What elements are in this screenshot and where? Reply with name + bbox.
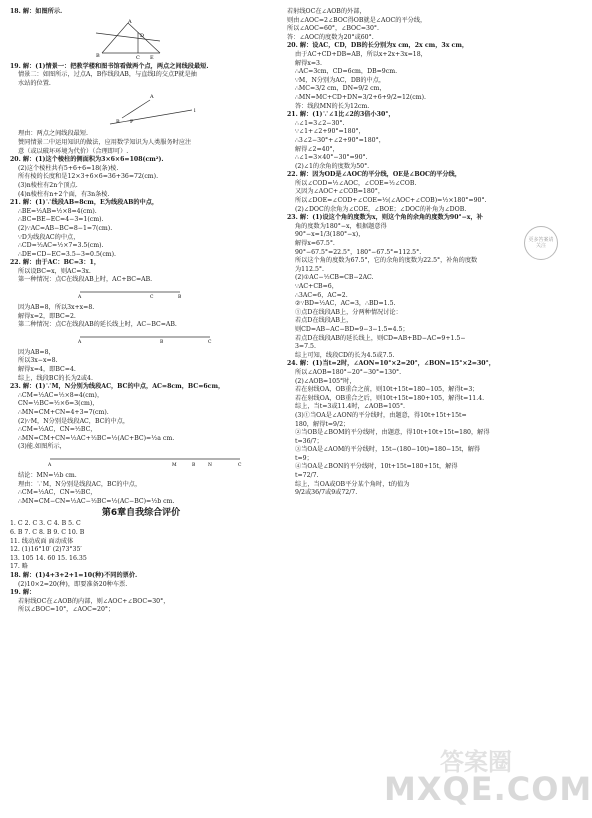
right-line-48: (3)①当OA是∠AON的平分线时，由题意，得10t+15t+15t= — [295, 411, 467, 419]
svg-text:D: D — [140, 32, 145, 39]
right-line-33: ∵AC+CB=6， — [295, 283, 338, 290]
q23-line-6: ∴CM=½AC，CN=½BC， — [18, 426, 97, 434]
right-line-25: 23. 解：(1)设这个角的度数为x，则这个角的余角的度数为90°−x，补 — [287, 214, 483, 222]
right-line-2: 则由∠AOC=2∠BOC得OB就是∠AOC的平分线， — [287, 16, 427, 24]
svg-text:B: B — [192, 462, 196, 468]
right-line-4: 答：∠AOC的度数为20°或60°. — [287, 33, 374, 41]
svg-text:A: A — [78, 339, 82, 345]
right-line-15: ∵∠1+∠2+90°=180°， — [295, 128, 365, 136]
right-line-28: 解得x=67.5°. — [295, 240, 335, 248]
right-line-53: t=9； — [295, 454, 313, 462]
right-line-43: 所以∠AOB=180°−20°−30°=130°. — [295, 368, 402, 376]
svg-text:B: B — [178, 295, 182, 301]
q23-line-7: ∴MN=CM+CN=½AC+½BC=½(AC+BC)=½a cm. — [18, 434, 175, 442]
q21-line-5: ∵D为线段AC的中点， — [18, 233, 80, 241]
right-line-1: 若射线OC在∠AOB的外部， — [287, 8, 366, 15]
q20-line-4: (3)n棱柱有2n个顶点. — [18, 181, 78, 189]
right-column — [287, 8, 549, 498]
right-line-30: 所以这个角的度数为67.5°，它的余角的度数为22.5°，补角的度数 — [295, 257, 478, 265]
right-line-34: ∴3AC=6，AC=2. — [295, 291, 348, 299]
q23-line-12: ∴MN=CM−CN=½AC−½BC=½(AC−BC)=½b cm. — [18, 497, 175, 505]
svg-text:l: l — [194, 108, 196, 115]
right-line-35: ②∵BD=½AC，AC=3，∴BD=1.5. — [295, 300, 396, 308]
q22-line-10: 综上，线段BC的长为2或4. — [18, 374, 93, 382]
answer-19-line-1: 19. 解： — [10, 589, 36, 597]
svg-text:C: C — [150, 295, 154, 301]
svg-text:M: M — [172, 462, 177, 468]
right-line-44: (2)∠AOB=105°时， — [295, 377, 356, 385]
q22-line-8: 所以3x−x=8. — [18, 357, 58, 365]
q19-line-4: 理由：两点之间线段最短. — [18, 130, 89, 138]
svg-text:A: A — [48, 462, 52, 468]
q19-line-2: 情景二：如图所示，过点A，B作线段AB，与直线l的交点P就是抽 — [18, 71, 197, 79]
q19-line-3: 水站的位置. — [18, 79, 51, 87]
right-line-8: ∴AC=3cm，CD=6cm，DB=9cm. — [295, 68, 398, 76]
svg-text:A: A — [128, 18, 132, 25]
q23-line-8: (3)能.如图所示， — [18, 443, 66, 451]
right-line-13: 21. 解：(1)∵∠1比∠2的3倍小30°， — [287, 111, 395, 119]
stamp-seal: 更多答案请关注 — [524, 226, 558, 260]
right-line-24: (2)∠DOC的余角为∠COE，∠BOE；∠DOC的补角为∠DOB. — [295, 205, 467, 213]
q23-line-9: 结论：MN=½b cm. — [18, 471, 77, 479]
right-line-40: 3=7.5. — [295, 343, 316, 351]
q19-line-1: 19. 解：(1)情景一：把教学楼和图书馆看做两个点，两点之间线段最短. — [10, 62, 209, 70]
right-line-42: 24. 解：(1)当t=2时，∠AON=10°×2=20°，∠BON=15°×2=30°， — [287, 360, 495, 368]
answer-11: 11. 线动成面 面动成体 — [10, 537, 74, 545]
right-line-22: 又因为∠AOC+∠COB=180°， — [295, 188, 385, 196]
q22-segment-figure-2 — [10, 333, 270, 343]
q22-line-6: 第二种情况：点C在线段AB的延长线上时，AC−BC=AB. — [18, 321, 177, 329]
q23-line-4: ∴MN=CM+CN=4+3=7(cm). — [18, 409, 109, 416]
svg-text:B: B — [116, 119, 120, 126]
q19-line-6: 意（或以破坏环境为代价）（合理即可）. — [18, 147, 129, 155]
q21-line-1: 21. 解：(1)∵线段AB=8cm，E为线段AB的中点， — [10, 199, 159, 207]
q22-line-1: 22. 解：由于AC：BC=3：1， — [10, 259, 101, 267]
right-line-18: ∴∠1=3×40°−30°=90°. — [295, 154, 368, 162]
q19-line-5: 赞同情景二中运用知识的做法，应用数学知识为人类服务时应注 — [18, 138, 192, 146]
right-line-3: 所以∠AOC=60°，∠BOC=30°. — [287, 25, 379, 33]
q21-line-6: ∴CD=½AC=½×7=3.5(cm). — [18, 242, 104, 250]
svg-text:B: B — [96, 52, 100, 59]
q23-line-10: 理由：∵M，N分别是线段AC，BC的中点， — [18, 480, 142, 488]
q20-line-5: (4)n棱柱有n+2个面，有3n条棱. — [18, 190, 110, 198]
section-title: 第6章自我综合评价 — [101, 508, 181, 519]
answer-18-line-2: (2)10×2=20(种)，即要准备20种车票. — [18, 580, 128, 588]
svg-text:C: C — [208, 339, 212, 345]
q20-line-2: (2)这个棱柱共有5+6+6=18(条)棱. — [18, 164, 119, 172]
right-line-50: ②当OB是∠BOM的平分线时，由题意，得10t+10t+15t=180，解得 — [295, 429, 490, 437]
right-line-57: 9/2或36/7或9或72/7. — [295, 489, 358, 497]
q23-line-3: CN=½BC=½×6=3(cm)， — [18, 400, 99, 408]
right-line-23: 所以∠DOE=∠COD+∠COE=½(∠AOC+∠COB)=½×180°=90°. — [295, 197, 487, 205]
q22-segment-figure-1 — [10, 288, 270, 301]
right-line-20: 22. 解：因为OD是∠AOC的平分线，OE是∠BOC的平分线， — [287, 171, 461, 179]
q20-line-1: 20. 解：(1)这个棱柱的侧面积为3×6×6=108(cm²). — [10, 156, 164, 164]
answers-row-2: 6. B 7. C 8. B 9. C 10. B — [10, 528, 85, 536]
right-line-41: 综上可知，线段CD的长为4.5或7.5. — [295, 351, 395, 359]
right-line-46: 若在射线OA，OB重合之后，则10t+15t=180+105，解得t=11.4. — [295, 394, 485, 402]
svg-text:C: C — [238, 462, 242, 468]
right-line-52: ③当OA是∠AOM的平分线时，15t−(180−10t)=180−15t，解得 — [295, 446, 481, 454]
right-line-55: t=72/7. — [295, 472, 319, 480]
q22-line-5: 解得x=2，即BC=2. — [18, 312, 76, 320]
right-line-14: ∴∠1=3∠2−30°. — [295, 119, 345, 127]
right-line-26: 角的度数为180°−x，根据题意得 — [295, 222, 387, 230]
right-line-51: t=36/7； — [295, 437, 323, 445]
right-line-54: ④当OA是∠BON的平分线时，10t+15t=180+15t，解得 — [295, 463, 458, 471]
right-line-56: 综上，当OA或OB平分某个角时，t的值为 — [295, 480, 410, 488]
watermark-text: MXQE.COM — [384, 770, 592, 808]
right-line-12: 答：线段MN的长为12cm. — [295, 102, 370, 110]
q22-line-9: 解得x=4，即BC=4. — [18, 366, 76, 374]
answer-17: 17. 略 — [10, 563, 28, 571]
right-line-9: ∵M，N分别为AC，DB的中点， — [295, 76, 386, 84]
right-line-17: 解得∠2=40°， — [295, 145, 339, 153]
answer-18-line-1: 18. 解：(1)4+3+2+1=10(种)不同的票价. — [10, 571, 138, 579]
right-line-19: (2)∠1的余角的度数为50°. — [295, 162, 370, 170]
right-line-21: 所以∠COD=½∠AOC，∠COE=½∠COB. — [295, 179, 417, 187]
right-line-6: 由于AC+CD+DB=AB，所以x+2x+3x=18， — [295, 50, 427, 58]
right-line-31: 为112.5°. — [295, 265, 324, 273]
q21-line-2: ∴BE=½AB=½×8=4(cm). — [18, 207, 97, 215]
svg-text:E: E — [150, 54, 154, 61]
left-column — [10, 8, 272, 615]
q18-heading: 18. 解：如图所示. — [10, 8, 63, 15]
answer-19-line-3: 所以∠BOC=10°，∠AOC=20°； — [18, 606, 115, 614]
q20-line-3: 所有棱的长度和是12×3+6×6=36+36=72(cm). — [18, 173, 159, 181]
q21-line-4: (2)∵AC=AB−BC=8−1=7(cm). — [18, 224, 113, 232]
q23-segment-figure — [10, 454, 270, 466]
right-line-32: (2)①AC−½CB=CB−2AC. — [295, 274, 374, 282]
q23-line-2: ∴CM=½AC=½×8=4(cm)， — [18, 391, 104, 399]
q22-line-4: 因为AB=8，所以3x+x=8. — [18, 304, 95, 312]
answers-row-1: 1. C 2. C 3. C 4. B 5. C — [10, 520, 81, 528]
svg-text:B: B — [160, 339, 164, 345]
svg-text:N: N — [208, 462, 212, 468]
right-line-39: 若点D在线段AB的延长线上，则CD=AB+BD−AC=9+1.5− — [295, 334, 466, 342]
right-line-45: 若在射线OA，OB重合之前，则10t+15t=180−105，解得t=3； — [295, 386, 479, 394]
watermark-logo-text: 答案圈 — [440, 748, 512, 776]
right-line-38: 则CD=AB−AC−BD=9−3−1.5=4.5； — [295, 325, 409, 333]
right-line-37: 若点D在线段AB上， — [295, 317, 353, 325]
right-line-47: 综上，当t=3或11.4时，∠AOB=105°. — [295, 403, 406, 411]
q19-figure — [10, 90, 270, 128]
q21-line-7: ∴DE=CD−EC=3.5−3=0.5(cm). — [18, 250, 117, 258]
right-line-7: 解得x=3. — [295, 59, 322, 67]
right-line-29: 90°−67.5°=22.5°，180°−67.5°=112.5°. — [295, 248, 422, 256]
svg-text:C: C — [136, 54, 140, 61]
q22-line-3: 第一种情况：点C在线段AB上时，AC+BC=AB. — [18, 276, 153, 284]
q18-figure — [10, 19, 270, 61]
right-line-16: ∴3∠2−30°+∠2+90°=180°， — [295, 136, 385, 144]
q23-line-11: ∴CM=½AC，CN=½BC， — [18, 489, 97, 497]
right-line-10: ∴MC=3/2 cm，DN=9/2 cm， — [295, 85, 386, 93]
answer-19-line-2: 若射线OC在∠AOB的内部，则∠AOC+∠BOC=30°， — [18, 597, 170, 605]
q23-line-1: 23. 解：(1)∵M，N分别为线段AC，BC的中点，AC=8cm，BC=6cm， — [10, 383, 225, 391]
q22-line-7: 因为AB=8， — [18, 348, 55, 356]
svg-text:P: P — [130, 119, 134, 126]
right-line-27: 90°−x=1/3(180°−x)， — [295, 231, 365, 239]
svg-text:A: A — [78, 295, 82, 301]
q22-line-2: 所以设BC=x，则AC=3x. — [18, 267, 91, 275]
answer-12: 12. (1)16°10′ (2)73°35′ — [10, 546, 82, 554]
right-line-36: ①点D在线段AB上，分两种情况讨论： — [295, 308, 402, 316]
q21-line-3: ∴BC=BE−EC=4−3=1(cm). — [18, 216, 104, 224]
right-line-49: 180，解得t=9/2； — [295, 420, 350, 428]
q23-line-5: (2)∵M，N分别是线段AC，BC的中点， — [18, 417, 130, 425]
right-line-5: 20. 解：设AC，CD，DB的长分别为x cm，2x cm，3x cm， — [287, 42, 469, 50]
answer-13: 13. 105 14. 60 15. 16.35 — [10, 554, 87, 562]
svg-text:A: A — [150, 94, 154, 101]
right-line-11: ∴MN=MC+CD+DN=3/2+6+9/2=12(cm). — [295, 93, 426, 101]
